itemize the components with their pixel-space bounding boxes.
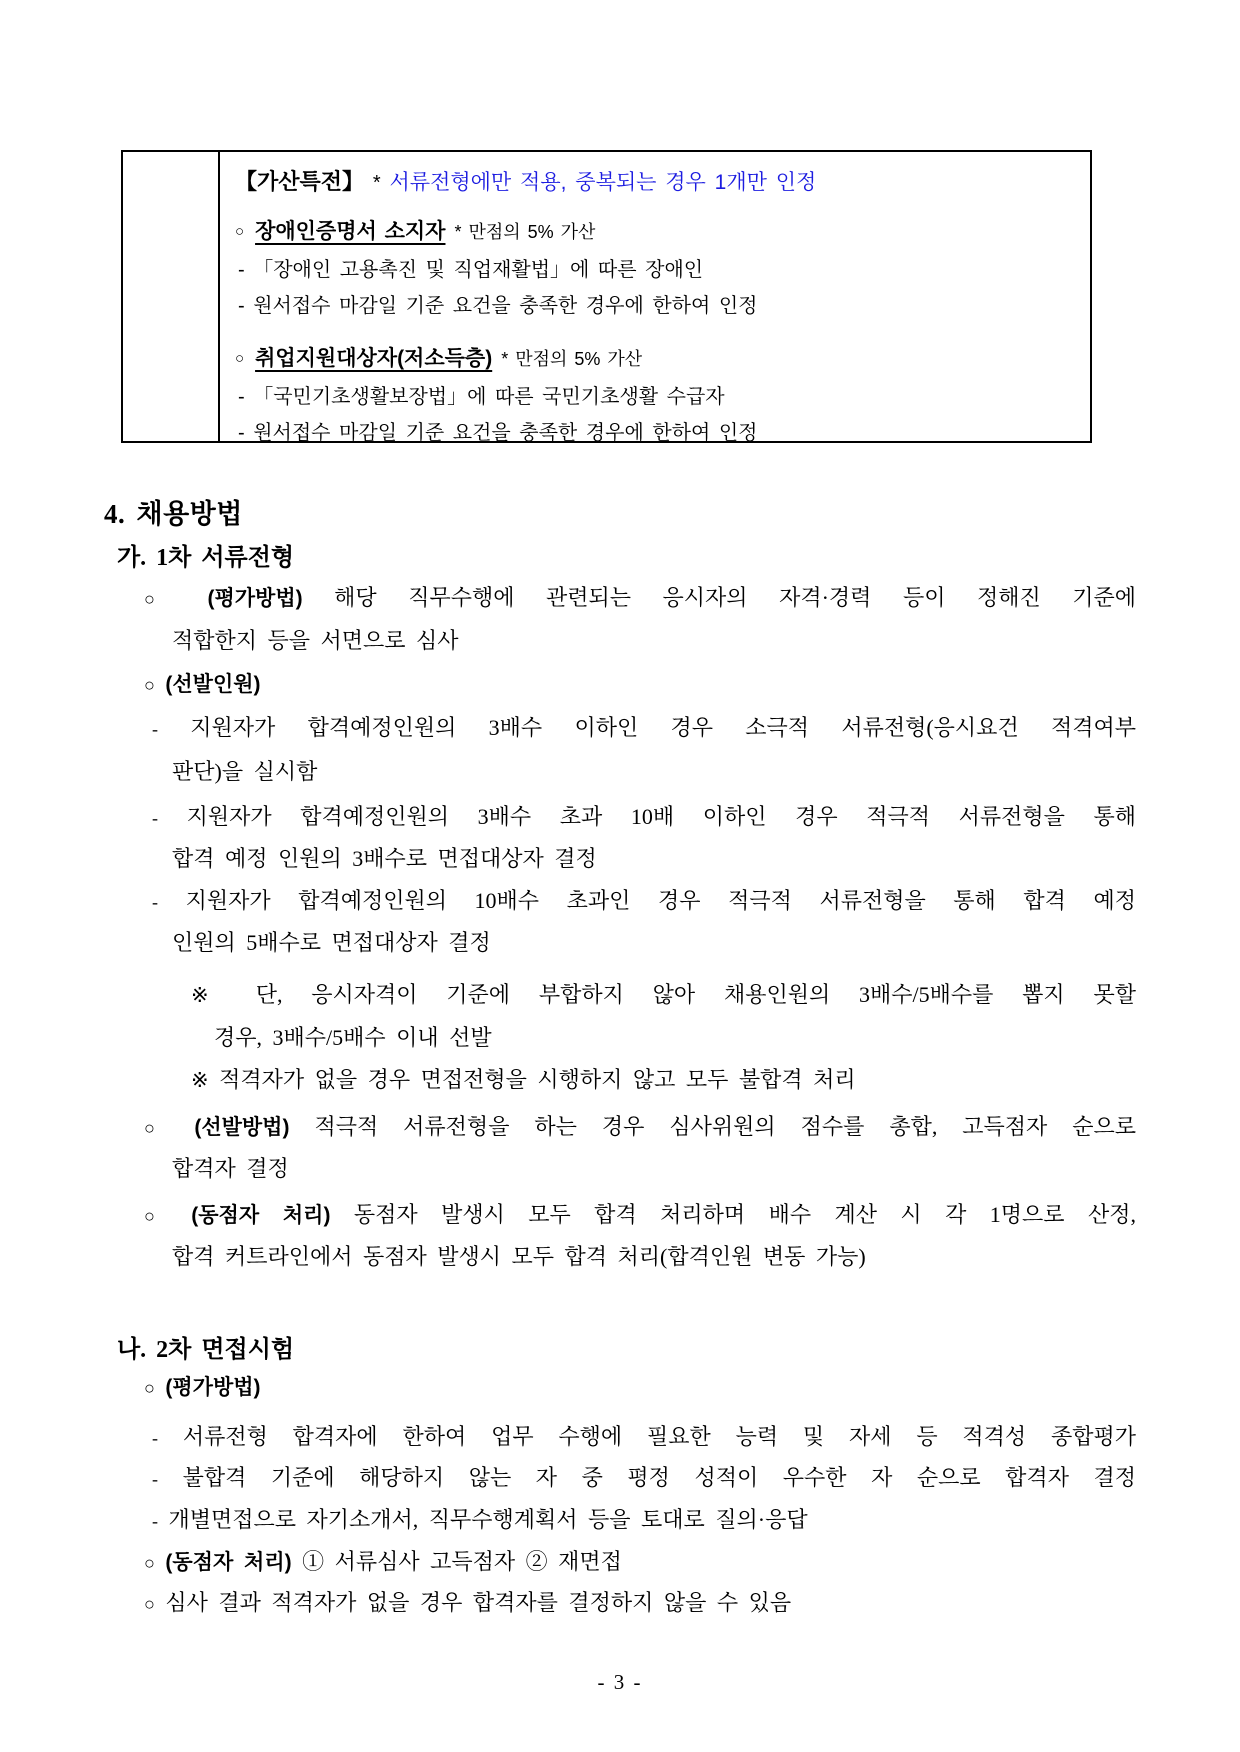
bonus-table-content-cell xyxy=(220,152,1090,441)
bonus-detail: - 「장애인 고용촉진 및 직업재활법」에 따른 장애인 xyxy=(238,259,704,281)
circle-bullet-marker: ○ xyxy=(144,1118,170,1138)
line-text: 경우, 3배수/5배수 이내 선발 xyxy=(214,1025,492,1050)
line-text: 적합한지 등을 서면으로 심사 xyxy=(172,628,459,653)
circle-bullet-marker: ○ xyxy=(144,1206,168,1226)
dash-marker: - xyxy=(152,892,158,912)
line-text: 해당 직무수행에 관련되는 응시자의 자격·경력 등이 정해진 기준에 xyxy=(334,585,1137,610)
note-line xyxy=(191,1065,1136,1095)
body-line xyxy=(144,1200,1136,1231)
body-line xyxy=(144,1588,1136,1619)
body-line xyxy=(144,1547,1136,1578)
circle-bullet-marker: ○ xyxy=(144,675,155,695)
body-line xyxy=(152,1422,1136,1453)
body-line xyxy=(152,802,1136,833)
bonus-table xyxy=(121,150,1092,443)
bonus-detail: - 「국민기초생활보장법」에 따른 국민기초생활 수급자 xyxy=(238,386,725,408)
note-line xyxy=(214,1023,492,1053)
dash-marker: - xyxy=(152,1511,158,1531)
section-heading: 4. 채용방법 xyxy=(104,499,243,529)
line-text: 지원자가 합격예정인원의 10배수 초과인 경우 적극적 서류전형을 통해 합격 예정 xyxy=(185,888,1136,913)
body-line xyxy=(172,1154,289,1184)
body-line xyxy=(172,757,317,787)
bold-label: (평가방법) xyxy=(207,587,303,610)
subsection-heading-na: 나. 2차 면접시험 xyxy=(117,1337,295,1363)
line-text: 적극적 서류전형을 하는 경우 심사위원의 점수를 총합, 고득점자 순으로 xyxy=(314,1114,1137,1139)
bonus-title-label: 【가산특전】 xyxy=(235,169,365,194)
dash-marker: - xyxy=(152,719,158,739)
body-line xyxy=(152,713,1136,744)
page-number: - 3 - xyxy=(597,1670,643,1694)
circle-bullet-marker: ○ xyxy=(144,1553,155,1573)
circle-bullet-marker: ○ xyxy=(235,350,245,367)
body-line xyxy=(172,844,597,874)
body-line xyxy=(152,886,1136,917)
note-line xyxy=(191,980,1136,1010)
line-text: 인원의 5배수로 면접대상자 결정 xyxy=(172,930,491,955)
line-text: 합격 예정 인원의 3배수로 면접대상자 결정 xyxy=(172,846,597,871)
dash-marker: - xyxy=(152,808,158,828)
line-text: 단, 응시자격이 기준에 부합하지 않아 채용인원의 3배수/5배수를 뽑지 못할 xyxy=(255,982,1136,1007)
reference-marker: ※ xyxy=(191,1068,209,1092)
bold-label: (선발방법) xyxy=(194,1116,290,1139)
dash-marker: - xyxy=(152,1469,158,1489)
body-line xyxy=(152,1505,1136,1536)
bold-label: (동점자 처리) xyxy=(165,1551,292,1574)
bonus-item-label: 취업지원대상자(저소득층) xyxy=(255,347,493,370)
bonus-table-title xyxy=(235,168,1076,197)
bonus-title-note: 서류전형에만 적용, 중복되는 경우 1개만 인정 xyxy=(389,171,817,194)
line-text: 서류전형 합격자에 한하여 업무 수행에 필요한 능력 및 자세 등 적격성 종합평가 xyxy=(182,1424,1136,1449)
line-text: 합격 커트라인에서 동점자 발생시 모두 합격 처리(합격인원 변동 가능) xyxy=(172,1244,866,1269)
subsection-heading-ga: 가. 1차 서류전형 xyxy=(117,545,295,571)
dash-marker: - xyxy=(152,1428,158,1448)
line-text: 합격자 결정 xyxy=(172,1156,289,1181)
body-line xyxy=(172,1242,866,1272)
body-line xyxy=(144,669,1136,700)
bonus-detail: - 원서접수 마감일 기준 요건을 충족한 경우에 한하여 인정 xyxy=(238,422,758,441)
body-line xyxy=(152,1463,1136,1494)
line-text: 판단)을 실시함 xyxy=(172,759,318,784)
bonus-item-disabled xyxy=(235,218,1076,247)
line-text: 불합격 기준에 해당하지 않는 자 중 평정 성적이 우수한 자 순으로 합격자 결정 xyxy=(182,1465,1136,1490)
line-text: ① 서류심사 고득점자 ② 재면접 xyxy=(302,1549,622,1574)
circle-bullet-marker: ○ xyxy=(144,1594,155,1614)
line-text: 개별면접으로 자기소개서, 직무수행계획서 등을 토대로 질의·응답 xyxy=(168,1507,808,1532)
body-line xyxy=(172,928,491,958)
body-line xyxy=(144,1372,1136,1403)
circle-bullet-marker: ○ xyxy=(235,223,245,240)
line-text: 지원자가 합격예정인원의 3배수 이하인 경우 소극적 서류전형(응시요건 적격여부 xyxy=(190,715,1136,740)
bold-label: (평가방법) xyxy=(165,1376,261,1399)
line-text: 심사 결과 적격자가 없을 경우 합격자를 결정하지 않을 수 있음 xyxy=(165,1590,792,1615)
line-text: 지원자가 합격예정인원의 3배수 초과 10배 이하인 경우 적극적 서류전형을 통해 xyxy=(186,804,1136,829)
bold-label: (동점자 처리) xyxy=(191,1204,331,1227)
reference-marker: ※ xyxy=(191,983,227,1007)
bonus-table-left-cell xyxy=(123,152,220,441)
bonus-item-label: 장애인증명서 소지자 xyxy=(255,220,446,243)
bonus-title-star: * xyxy=(372,172,381,194)
circle-bullet-marker: ○ xyxy=(144,589,176,609)
bonus-item-suffix: * 만점의 5% 가산 xyxy=(501,349,643,369)
bold-label: (선발인원) xyxy=(165,673,261,696)
bonus-detail: - 원서접수 마감일 기준 요건을 충족한 경우에 한하여 인정 xyxy=(238,295,758,317)
line-text: 동점자 발생시 모두 합격 처리하며 배수 계산 시 각 1명으로 산정, xyxy=(353,1202,1136,1227)
body-line xyxy=(172,626,459,656)
circle-bullet-marker: ○ xyxy=(144,1378,155,1398)
bonus-item-suffix: * 만점의 5% 가산 xyxy=(454,222,596,242)
body-line xyxy=(144,1112,1136,1143)
line-text: 적격자가 없을 경우 면접전형을 시행하지 않고 모두 불합격 처리 xyxy=(219,1067,856,1092)
bonus-item-employment-support xyxy=(235,345,1076,374)
body-line xyxy=(144,583,1136,614)
